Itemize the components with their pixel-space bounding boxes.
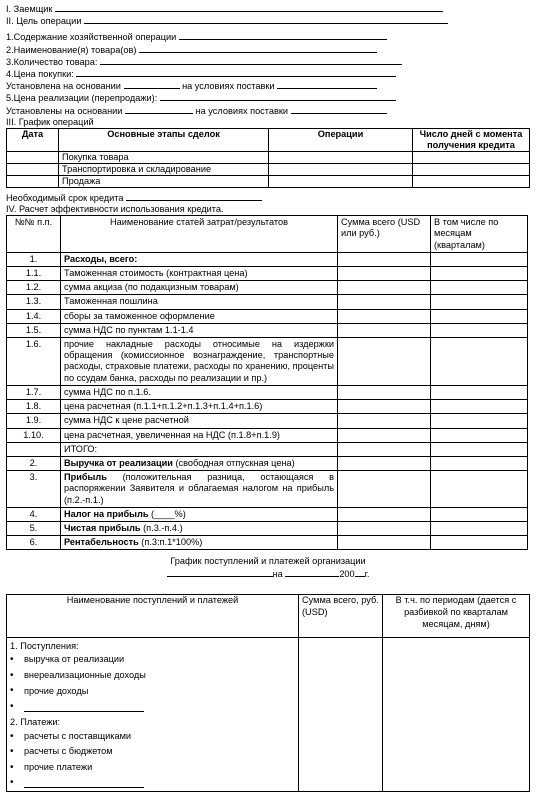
row-item-name	[61, 385, 338, 399]
row-item-bold: Рентабельность	[64, 537, 139, 548]
col-payment-name: Наименование поступлений и платежей	[7, 595, 299, 638]
payments-date-line	[6, 567, 530, 580]
row-number: 1.8.	[7, 400, 61, 414]
row-total-cell[interactable]	[338, 281, 431, 295]
row-item-text: прочие накладные расходы относимые на издержки обращения (комиссионное вознаграждение, транспортные расходы, страховые платежи, расходы по хранению, проценты по ссудам банка, расходы по реализации и пр.)	[64, 339, 334, 383]
receipt-label: выручка от реализации	[24, 654, 125, 665]
efficiency-header-row	[7, 216, 528, 253]
schedule-header-row	[7, 128, 530, 151]
date-cell[interactable]	[7, 151, 59, 163]
row-item-name	[61, 338, 338, 386]
col-by-period: В том числе по месяцам (кварталам)	[431, 216, 528, 253]
row-number: 1.9.	[7, 414, 61, 428]
col-stages: Основные этапы сделок	[59, 128, 269, 151]
operation-cell[interactable]	[269, 175, 413, 187]
row-item-name	[61, 456, 338, 470]
bullet-icon: •	[10, 700, 14, 712]
row-item-name	[61, 400, 338, 414]
bullet-icon: •	[10, 746, 14, 758]
row-item-text: сумма НДС по п.1.6.	[64, 386, 151, 397]
row-total-cell[interactable]	[338, 442, 431, 456]
item2-label: 2.Наименование(я) товара(ов)	[6, 44, 137, 55]
row-number: 3.	[7, 471, 61, 508]
payments-section-label: 2. Платежи:	[10, 716, 61, 727]
established-plural-blank[interactable]	[125, 104, 193, 114]
list-item	[10, 760, 295, 776]
row-period-cell[interactable]	[431, 309, 528, 323]
col-item-name: Наименование статей затрат/результатов	[61, 216, 338, 253]
row-item-text: (положительная разница, остающаяся в распоряжении Заявителя и облагаемая налогом на прибыль (п.2.-п.1.)	[64, 472, 334, 505]
delivery-terms-label-2: на условиях поставки	[195, 105, 289, 116]
item1-line	[6, 30, 530, 42]
payments-title: График поступлений и платежей организации	[170, 556, 366, 567]
row-number: 1.3.	[7, 295, 61, 309]
table-row	[7, 400, 528, 414]
row-item-bold: Выручка от реализации	[64, 457, 173, 468]
row-number: 1.7.	[7, 385, 61, 399]
row-period-cell[interactable]	[431, 414, 528, 428]
table-row	[7, 295, 528, 309]
row-total-cell[interactable]	[338, 414, 431, 428]
col-operations: Операции	[269, 128, 413, 151]
row-item-name	[61, 309, 338, 323]
date-g: г.	[364, 569, 370, 580]
row-number: 1.	[7, 252, 61, 266]
receipt-label: прочие доходы	[24, 685, 89, 696]
borrower-line	[6, 2, 530, 14]
date-na: на	[272, 569, 283, 580]
row-number: 1.1.	[7, 267, 61, 281]
operation-cell[interactable]	[269, 163, 413, 175]
established-plural-label: Установлены на основании	[6, 105, 123, 116]
purpose-blank[interactable]	[84, 14, 448, 24]
row-total-cell[interactable]	[338, 471, 431, 508]
row-item-name	[61, 267, 338, 281]
required-term-blank[interactable]	[126, 191, 262, 201]
row-item-name	[61, 471, 338, 508]
table-row	[7, 507, 528, 521]
row-total-cell[interactable]	[338, 536, 431, 550]
row-period-cell[interactable]	[431, 281, 528, 295]
list-item	[10, 699, 295, 715]
established-blank[interactable]	[124, 79, 180, 89]
table-row	[7, 267, 528, 281]
efficiency-table	[6, 215, 528, 550]
bullet-icon: •	[10, 654, 14, 666]
row-item-bold: Чистая прибыль	[64, 522, 141, 533]
col-payment-total: Сумма всего, руб. (USD)	[299, 595, 383, 638]
row-total-cell[interactable]	[338, 267, 431, 281]
operation-cell[interactable]	[269, 151, 413, 163]
table-row	[7, 151, 530, 163]
row-total-cell[interactable]	[338, 507, 431, 521]
payment-blank[interactable]	[24, 778, 144, 788]
payments-table	[6, 594, 530, 792]
row-item-name	[61, 442, 338, 456]
row-item-text: (п.3:п.1*100%)	[138, 537, 203, 548]
row-item-bold: Расходы, всего:	[64, 253, 138, 264]
payment-label: прочие платежи	[24, 761, 93, 772]
bullet-icon: •	[10, 685, 14, 697]
row-number: 1.5.	[7, 323, 61, 337]
row-item-name	[61, 507, 338, 521]
schedule-label: III. График операций	[6, 116, 94, 127]
table-row	[7, 309, 528, 323]
row-item-name	[61, 281, 338, 295]
row-item-name	[61, 428, 338, 442]
row-number: 1.6.	[7, 338, 61, 386]
col-number: №№ п.п.	[7, 216, 61, 253]
row-number: 5.	[7, 521, 61, 535]
list-item	[10, 729, 295, 745]
delivery-terms-label: на условиях поставки	[182, 81, 275, 92]
table-row	[7, 163, 530, 175]
stage-cell: Покупка товара	[59, 151, 269, 163]
row-total-cell[interactable]	[338, 338, 431, 386]
table-row	[7, 471, 528, 508]
bullet-icon: •	[10, 730, 14, 742]
purpose-label: II. Цель операции	[6, 16, 82, 27]
date-cell[interactable]	[7, 163, 59, 175]
row-item-bold: Налог на прибыль	[64, 508, 149, 519]
year-blank[interactable]	[355, 567, 365, 577]
list-item	[10, 684, 295, 700]
row-item-name	[61, 536, 338, 550]
row-total-cell[interactable]	[338, 521, 431, 535]
row-number	[7, 442, 61, 456]
operations-schedule-table	[6, 128, 530, 188]
row-number: 4.	[7, 507, 61, 521]
row-period-cell[interactable]	[431, 252, 528, 266]
row-period-cell[interactable]	[431, 400, 528, 414]
row-item-text: цена расчетная, увеличенная на НДС (п.1.8+п.1.9)	[64, 429, 280, 440]
row-number: 6.	[7, 536, 61, 550]
date-year: 200	[339, 569, 355, 580]
borrower-blank[interactable]	[55, 2, 443, 12]
required-term-label: Необходимый срок кредита	[6, 192, 124, 203]
item4-blank[interactable]	[76, 67, 396, 77]
receipt-blank[interactable]	[24, 702, 144, 712]
stage-cell: Продажа	[59, 175, 269, 187]
item4-label: 4.Цена покупки:	[6, 68, 74, 79]
row-total-cell[interactable]	[338, 456, 431, 470]
delivery-terms-blank[interactable]	[277, 79, 377, 89]
days-cell[interactable]	[413, 175, 530, 187]
row-period-cell[interactable]	[431, 295, 528, 309]
required-term-line	[6, 191, 530, 203]
row-period-cell[interactable]	[431, 323, 528, 337]
row-item-text: сумма НДС к цене расчетной	[64, 415, 189, 426]
item5-label: 5.Цена реализации (перепродажи):	[6, 93, 158, 104]
col-payment-periods: В т.ч. по периодам (дается с разбивкой по кварталам месяцам, дням)	[383, 595, 530, 638]
payments-header-row	[7, 595, 530, 638]
table-row	[7, 385, 528, 399]
item2-blank[interactable]	[139, 43, 377, 53]
days-cell[interactable]	[413, 163, 530, 175]
item3-line	[6, 55, 530, 67]
row-item-text: сборы за таможенное оформление	[64, 310, 215, 321]
stage-cell: Транспортировка и складирование	[59, 163, 269, 175]
list-item	[10, 775, 295, 791]
row-total-cell[interactable]	[338, 428, 431, 442]
list-item	[10, 668, 295, 684]
row-period-cell[interactable]	[431, 456, 528, 470]
row-item-text: (свободная отпускная цена)	[172, 457, 295, 468]
list-item	[10, 744, 295, 760]
established-plural-line	[6, 104, 530, 116]
row-item-name	[61, 521, 338, 535]
col-days: Число дней с момента получения кредита	[413, 128, 530, 151]
payments-body-row	[7, 638, 530, 792]
table-row	[7, 428, 528, 442]
row-period-cell[interactable]	[431, 338, 528, 386]
item2-line	[6, 43, 530, 55]
table-row	[7, 338, 528, 386]
payment-label: расчеты с бюджетом	[24, 746, 113, 757]
receipts-section-label: 1. Поступления:	[10, 641, 79, 652]
row-period-cell[interactable]	[431, 471, 528, 508]
row-total-cell[interactable]	[338, 385, 431, 399]
item5-line	[6, 91, 530, 103]
row-total-cell[interactable]	[338, 295, 431, 309]
list-item	[10, 652, 295, 668]
table-row	[7, 456, 528, 470]
row-period-cell[interactable]	[431, 536, 528, 550]
row-item-name	[61, 414, 338, 428]
item1-blank[interactable]	[179, 30, 387, 40]
org-blank[interactable]	[167, 567, 273, 577]
row-item-text: цена расчетная (п.1.1+п.1.2+п.1.3+п.1.4+п.1.6)	[64, 401, 263, 412]
row-number: 1.4.	[7, 309, 61, 323]
bullet-icon: •	[10, 777, 14, 789]
row-item-text: Таможенная стоимость (контрактная цена)	[64, 268, 248, 279]
table-row	[7, 521, 528, 535]
delivery-terms-blank-2[interactable]	[291, 104, 387, 114]
receipt-label: внереализационные доходы	[24, 669, 146, 680]
row-period-cell[interactable]	[431, 385, 528, 399]
col-date: Дата	[7, 128, 59, 151]
row-total-cell[interactable]	[338, 400, 431, 414]
table-row	[7, 175, 530, 187]
schedule-label-line	[6, 116, 530, 128]
table-row	[7, 536, 528, 550]
bullet-icon: •	[10, 761, 14, 773]
date-cell[interactable]	[7, 175, 59, 187]
payment-period-cell[interactable]	[383, 638, 530, 792]
row-period-cell[interactable]	[431, 507, 528, 521]
row-period-cell[interactable]	[431, 442, 528, 456]
established-label: Установлена на основании	[6, 81, 121, 92]
date-blank[interactable]	[285, 567, 339, 577]
item3-label: 3.Количество товара:	[6, 56, 98, 67]
row-item-text: (____%)	[148, 508, 186, 519]
table-row	[7, 442, 528, 456]
row-item-text: (п.3.-п.4.)	[140, 522, 183, 533]
row-total-cell[interactable]	[338, 323, 431, 337]
days-cell[interactable]	[413, 151, 530, 163]
row-item-name	[61, 295, 338, 309]
row-number: 2.	[7, 456, 61, 470]
row-total-cell[interactable]	[338, 252, 431, 266]
table-row	[7, 252, 528, 266]
row-item-bold: Прибыль	[64, 472, 107, 483]
purpose-line	[6, 14, 530, 26]
borrower-label: I. Заемщик	[6, 4, 53, 14]
payment-total-cell[interactable]	[299, 638, 383, 792]
row-period-cell[interactable]	[431, 428, 528, 442]
efficiency-label: IV. Расчет эффективности использования кредита.	[6, 204, 224, 215]
row-item-name	[61, 323, 338, 337]
row-number: 1.2.	[7, 281, 61, 295]
bullet-icon: •	[10, 669, 14, 681]
row-item-text: Таможенная пошлина	[64, 296, 158, 307]
item1-label: 1.Содержание хозяйственной операции	[6, 32, 177, 43]
table-row	[7, 323, 528, 337]
row-period-cell[interactable]	[431, 521, 528, 535]
row-total-cell[interactable]	[338, 309, 431, 323]
row-number: 1.10.	[7, 428, 61, 442]
efficiency-rows	[7, 252, 528, 549]
row-item-text: ИТОГО:	[64, 443, 98, 454]
item3-blank[interactable]	[100, 55, 402, 65]
efficiency-label-line	[6, 203, 530, 215]
row-item-text: сумма НДС по пунктам 1.1-1.4	[64, 324, 194, 335]
item5-blank[interactable]	[160, 91, 396, 101]
item4-line	[6, 67, 530, 79]
established-line	[6, 79, 530, 91]
col-total-sum: Сумма всего (USD или руб.)	[338, 216, 431, 253]
table-row	[7, 281, 528, 295]
row-item-text: сумма акциза (по подакцизным товарам)	[64, 282, 239, 293]
row-item-name	[61, 252, 338, 266]
row-period-cell[interactable]	[431, 267, 528, 281]
payment-label: расчеты с поставщиками	[24, 730, 132, 741]
table-row	[7, 414, 528, 428]
